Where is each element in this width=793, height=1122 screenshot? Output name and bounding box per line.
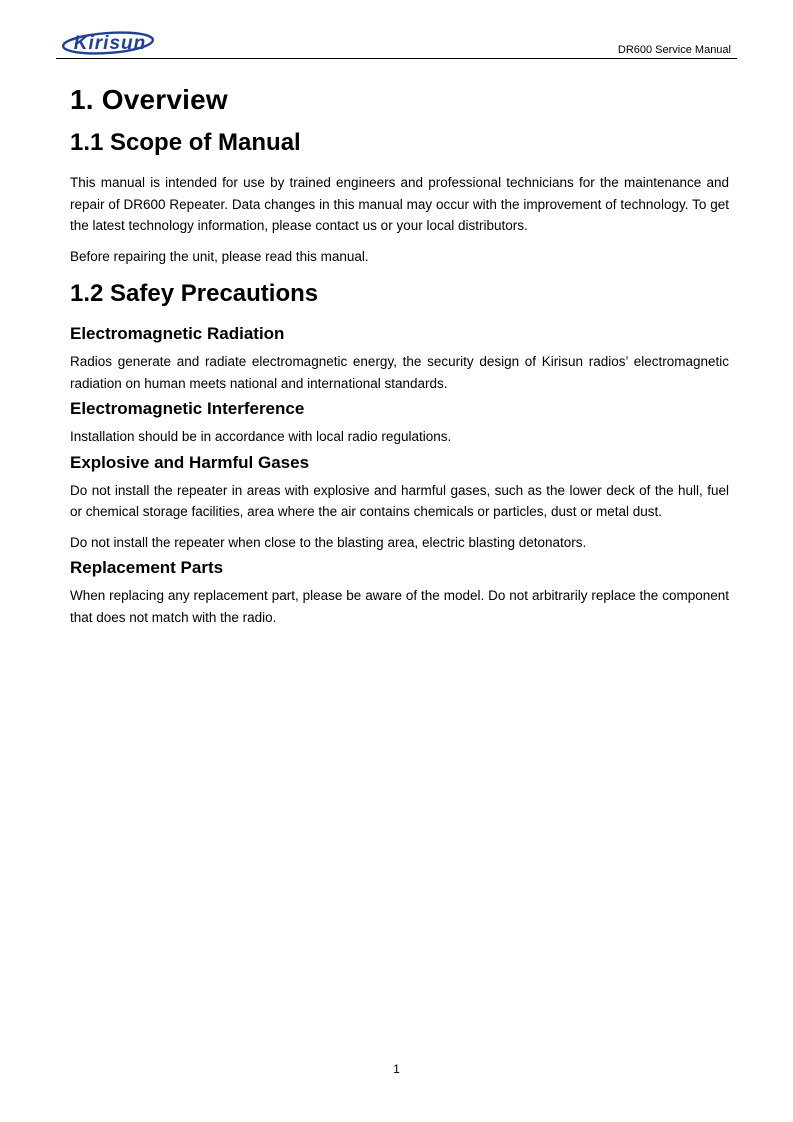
- section-heading-safety: 1.2 Safey Precautions: [70, 280, 319, 307]
- page-number: 1: [393, 1062, 400, 1076]
- chapter-title: 1. Overview: [70, 84, 228, 115]
- scope-paragraph-2: Before repairing the unit, please read this manual.: [70, 248, 369, 264]
- gases-paragraph-2: Do not install the repeater when close to the blasting area, electric blasting detonators.: [70, 534, 587, 550]
- svg-text:Kirisun: Kirisun: [73, 33, 147, 54]
- subsection-heading-parts: Replacement Parts: [70, 558, 224, 577]
- page-content: [70, 82, 729, 637]
- gases-paragraph-1: Do not install the repeater in areas with explosive and harmful gases, such as the lower deck of the hull, fuel or chemical storage facilities, area where the air contains chemicals or particles, dust or metal dust.: [70, 482, 729, 519]
- parts-paragraph: When replacing any replacement part, please be aware of the model. Do not arbitrarily replace the component that does not match with the radio.: [70, 588, 729, 625]
- subsection-heading-radiation: Electromagnetic Radiation: [70, 324, 285, 343]
- radiation-paragraph: Radios generate and radiate electromagnetic energy, the security design of Kirisun radios’ electromagnetic radiation on human meets national and international standards.: [70, 354, 729, 391]
- kirisun-logo-graphic: [62, 30, 158, 56]
- section-heading-scope: 1.1 Scope of Manual: [70, 129, 301, 156]
- kirisun-logo: [62, 30, 158, 56]
- subsection-heading-gases: Explosive and Harmful Gases: [70, 452, 310, 472]
- header-divider: [56, 58, 737, 59]
- interference-paragraph: Installation should be in accordance with local radio regulations.: [70, 429, 452, 444]
- document-title: DR600 Service Manual: [617, 44, 731, 56]
- subsection-heading-interference: Electromagnetic Interference: [70, 399, 305, 418]
- scope-paragraph-1: This manual is intended for use by trained engineers and professional technicians for the maintenance and repair of DR600 Repeater. Data changes in this manual may occur with the improvement of technology. To get the latest technology information, please contact us or your local distributors.: [70, 175, 729, 233]
